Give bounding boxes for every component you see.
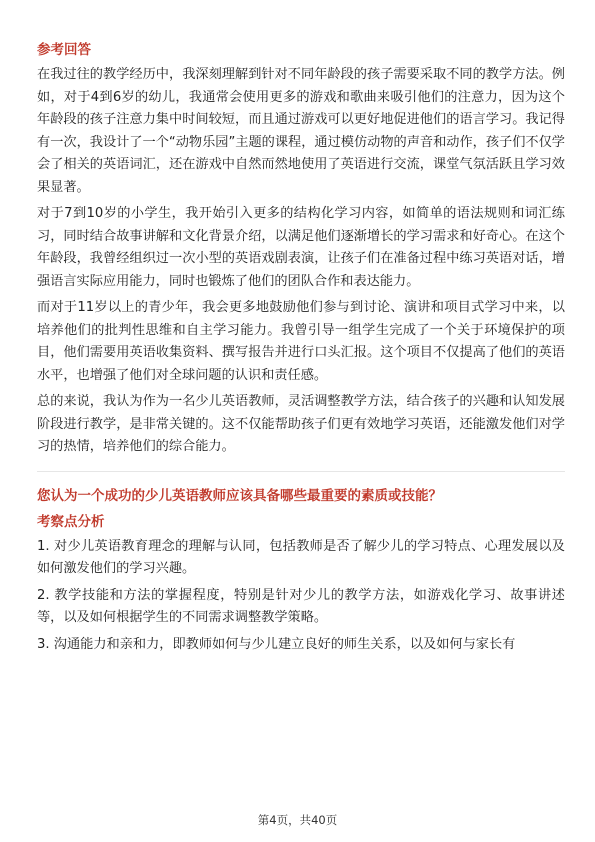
answer-paragraph-2: 对于7到10岁的小学生，我开始引入更多的结构化学习内容，如简单的语法规则和词汇练习，同时结合故事讲解和文化背景介绍，以满足他们逐渐增长的学习需求和好奇心。在这个年龄段，我曾经组织过一次小型的英语戏剧表演，让孩子们在准备过程中练习英语对话，增强语言实际应用能力，同时也锻炼了他们的团队合作和表达能力。 bbox=[37, 206, 565, 289]
section-divider bbox=[37, 471, 565, 472]
answer-paragraph-3: 而对于11岁以上的青少年，我会更多地鼓励他们参与到讨论、演讲和项目式学习中来，以培养他们的批判性思维和自主学习能力。我曾引导一组学生完成了一个关于环境保护的项目，他们需要用英语收集资料、撰写报告并进行口头汇报。这个项目不仅提高了他们的英语水平，也增强了他们对全球问题的认识和责任感。 bbox=[37, 300, 565, 383]
answer-heading: 参考回答 bbox=[37, 42, 91, 58]
page-content bbox=[37, 40, 565, 660]
analysis-item-1: 1. 对少儿英语教育理念的理解与认同，包括教师是否了解少儿的学习特点、心理发展以及如何激发他们的学习兴趣。 bbox=[37, 538, 565, 576]
page-footer: 第4页，共40页 bbox=[257, 813, 338, 827]
analysis-item-2: 2. 教学技能和方法的掌握程度，特别是针对少儿的教学方法，如游戏化学习、故事讲述等，以及如何根据学生的不同需求调整教学策略。 bbox=[37, 587, 565, 625]
answer-paragraph-1: 在我过往的教学经历中，我深刻理解到针对不同年龄段的孩子需要采取不同的教学方法。例如，对于4到6岁的幼儿，我通常会使用更多的游戏和歌曲来吸引他们的注意力，因为这个年龄段的孩子注意力集中时间较短，而且通过游戏可以更好地促进他们的语言学习。我记得有一次，我设计了一个“动物乐园”主题的课程，通过模仿动物的声音和动作，孩子们不仅学会了相关的英语词汇，还在游戏中自然而然地使用了英语进行交流，课堂气氛活跃且学习效果显著。 bbox=[37, 67, 565, 195]
analysis-item-3: 3. 沟通能力和亲和力，即教师如何与少儿建立良好的师生关系，以及如何与家长有 bbox=[37, 636, 516, 652]
question-title: 您认为一个成功的少儿英语教师应该具备哪些最重要的素质或技能？ bbox=[37, 487, 442, 504]
answer-paragraph-4: 总的来说，我认为作为一名少儿英语教师，灵活调整教学方法，结合孩子的兴趣和认知发展阶段进行教学，是非常关键的。这不仅能帮助孩子们更有效地学习英语，还能激发他们对学习的热情，培养他们的综合能力。 bbox=[37, 394, 565, 454]
analysis-heading: 考察点分析 bbox=[37, 513, 105, 530]
